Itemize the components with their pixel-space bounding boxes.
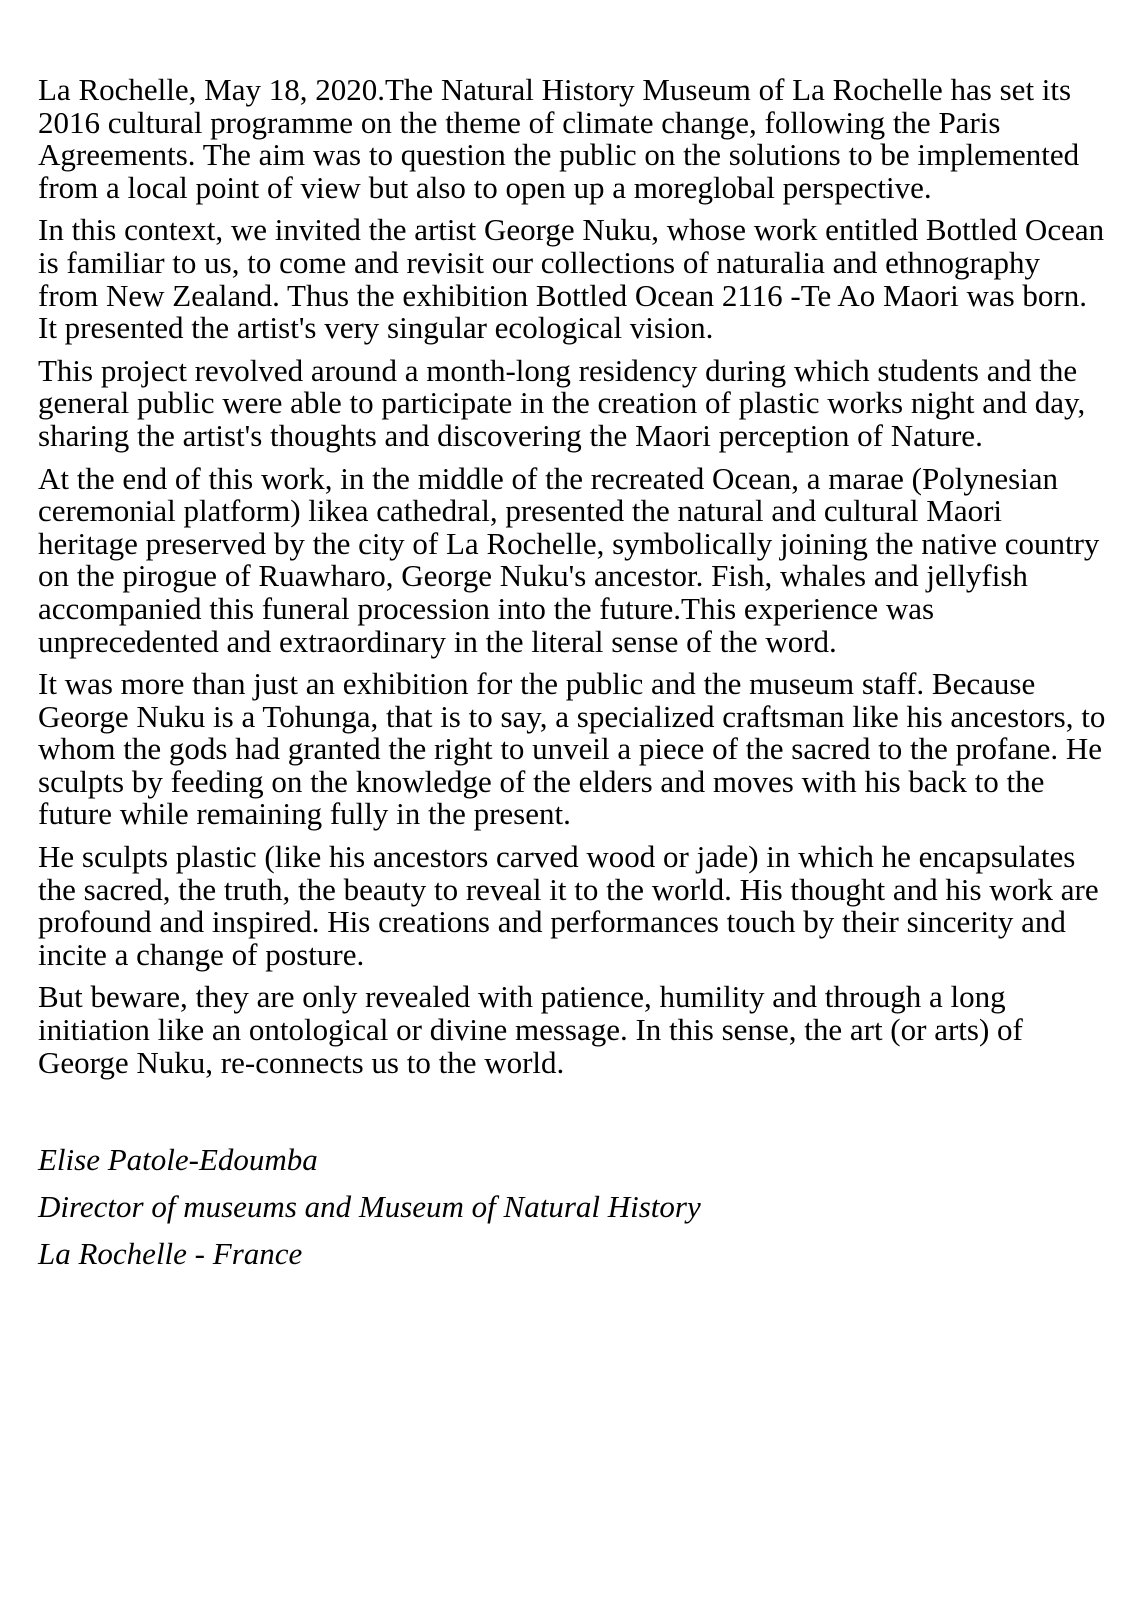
paragraph-intro: La Rochelle, May 18, 2020.The Natural History Museum of La Rochelle has set its 2016 cultural programme on the theme of climate change, following the Paris Agreements. The aim was to question the public on the solutions to be implemented from a local point of view but also to open up a moreglobal perspective. — [38, 72, 1080, 205]
signature-location: La Rochelle - France — [38, 1236, 303, 1272]
document-page — [38, 74, 1108, 1284]
paragraph-residency: This project revolved around a month-long residency during which students and the general public were able to participate in the creation of plastic works night and day, sharing the artist's thoughts and discovering the Maori perception of Nature. — [38, 352, 1086, 453]
document-body — [38, 74, 1108, 1079]
signature-block — [38, 1143, 1108, 1270]
signature-title: Director of museums and Museum of Natural History — [38, 1189, 701, 1225]
paragraph-marae: At the end of this work, in the middle of the recreated Ocean, a marae (Polynesian ceremonial platform) likea cathedral, presented the natural and cultural Maori heritage preserved by the city of La Rochelle, symbolically joining the native country on the pirogue of Ruawharo, George Nuku's ancestor. Fish, whales and jellyfish accompanied this funeral procession into the future.This experience was unprecedented and extraordinary in the literal sense of the word. — [38, 460, 1100, 659]
paragraph-tohunga: It was more than just an exhibition for the public and the museum staff. Because George Nuku is a Tohunga, that is to say, a specialized craftsman like his ancestors, to whom the gods had granted the right to unveil a piece of the sacred to the profane. He sculpts by feeding on the knowledge of the elders and moves with his back to the future while remaining fully in the present. — [38, 666, 1106, 832]
paragraph-context: In this context, we invited the artist George Nuku, whose work entitled Bottled Ocean is familiar to us, to come and revisit our collections of naturalia and ethnography from New Zealand. Thus the exhibition Bottled Ocean 2116 -Te Ao Maori was born. It presented the artist's very singular ecological vision. — [38, 212, 1105, 346]
paragraph-beware: But beware, they are only revealed with patience, humility and through a long initiation like an ontological or divine message. In this sense, the art (or arts) of George Nuku, re-connects us to the world. — [38, 979, 1023, 1080]
signature-name: Elise Patole-Edoumba — [38, 1142, 318, 1178]
paragraph-plastic: He sculpts plastic (like his ancestors carved wood or jade) in which he encapsulates the sacred, the truth, the beauty to reveal it to the world. His thought and his work are profound and inspired. His creations and performances touch by their sincerity and incite a change of posture. — [38, 839, 1099, 972]
